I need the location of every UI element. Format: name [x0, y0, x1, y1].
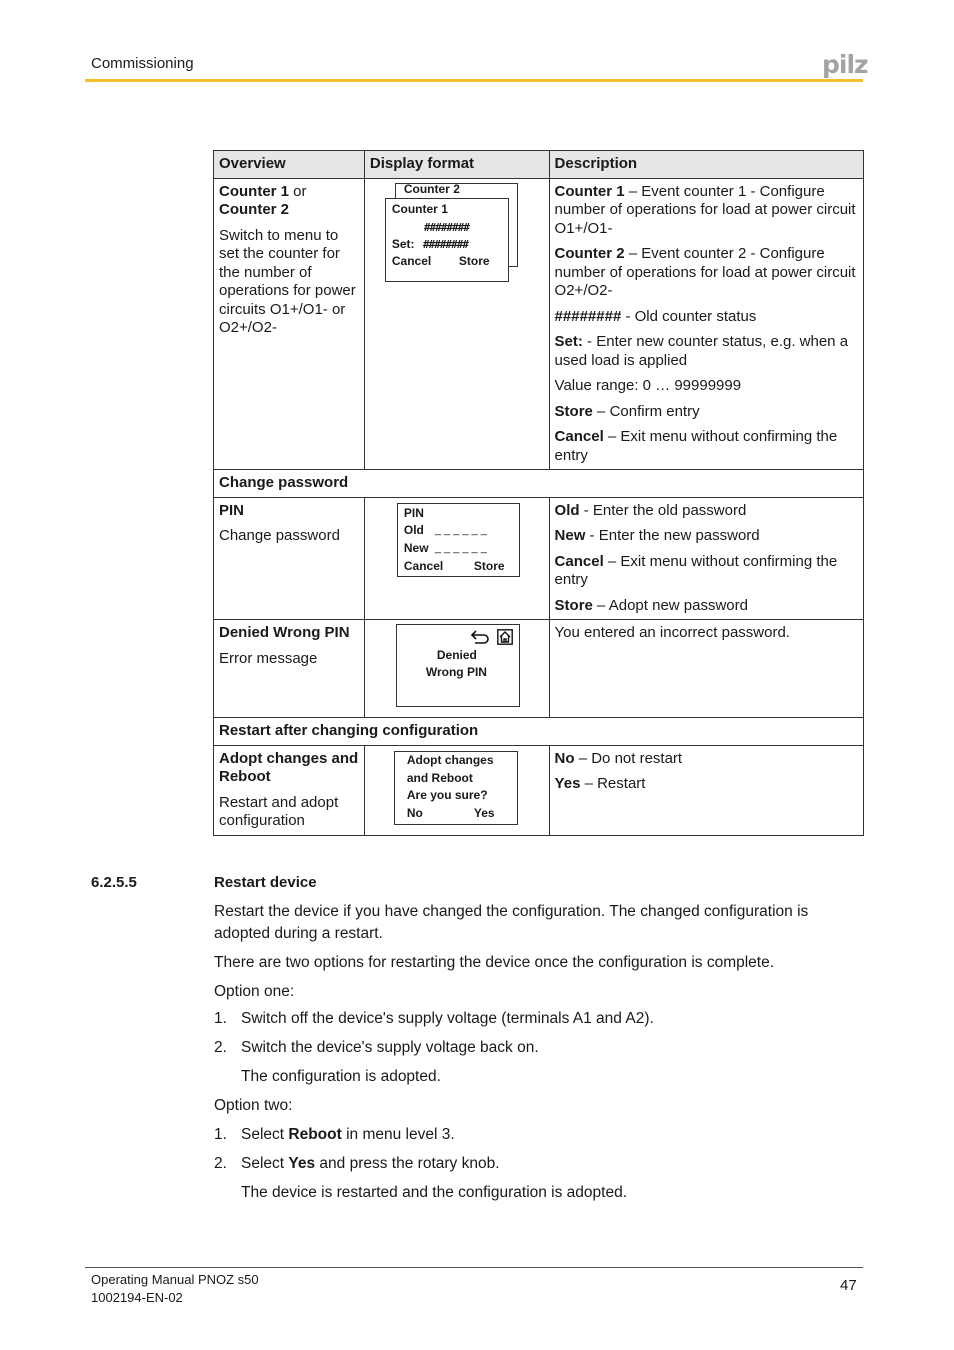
- paragraph: There are two options for restarting the device once the configuration is complete.: [214, 954, 775, 971]
- lcd-panel: [396, 624, 520, 707]
- col-header-overview: Overview: [214, 151, 365, 179]
- page-number: 47: [840, 1277, 857, 1294]
- description-cell: [549, 497, 863, 620]
- lcd-line1: Adopt changes: [406, 752, 494, 767]
- overview-cell: [214, 745, 365, 835]
- definition: – Adopt new password: [592, 596, 748, 614]
- term: Counter 1: [219, 182, 290, 200]
- term: Adopt changes and Reboot: [219, 749, 359, 785]
- term: Store: [554, 596, 593, 614]
- term: Counter 1: [554, 182, 625, 200]
- option-label: Option one:: [214, 983, 295, 1000]
- definition: - Enter new counter status, e.g. when a used load is applied: [554, 333, 849, 369]
- list-number: 2.: [214, 1155, 227, 1172]
- term: PIN: [219, 501, 245, 519]
- list-item-text: Select: [241, 1155, 289, 1172]
- list-item: [241, 1126, 455, 1144]
- term: No: [554, 749, 575, 767]
- term: Old: [554, 501, 580, 519]
- section-title: Restart device: [214, 874, 317, 891]
- display-cell: [364, 178, 549, 470]
- lcd-set-value: ########: [422, 237, 468, 251]
- lcd-title: Counter 1: [391, 201, 448, 216]
- table-row-pin: [214, 497, 864, 620]
- definition: – Exit menu without confirming the entry: [554, 428, 838, 464]
- lcd-message-line1: Denied: [436, 648, 477, 662]
- lcd-old-field: _ _ _ _ _ _: [434, 523, 487, 536]
- lcd-set-label: Set:: [391, 236, 415, 251]
- description-cell: [549, 745, 863, 835]
- list-number: 1.: [214, 1126, 227, 1143]
- header-rule: [85, 79, 863, 82]
- lcd-store-label: Store: [473, 558, 505, 573]
- lcd-panel: [394, 751, 518, 825]
- table-row-denied: [214, 620, 864, 718]
- term: Denied Wrong PIN: [219, 624, 350, 641]
- col-header-display: Display format: [364, 151, 549, 179]
- description-cell: [549, 620, 863, 718]
- definition: – Exit menu without confirming the entry: [554, 552, 838, 588]
- option-label: Option two:: [214, 1097, 293, 1114]
- overview-cell: [214, 620, 365, 718]
- footer-rule: [85, 1267, 863, 1268]
- paragraph: Restart the device if you have changed the configuration. The changed configuration is adopted during a restart.: [214, 903, 809, 942]
- list-item-text: and press the rotary knob.: [315, 1155, 500, 1172]
- list-number: 2.: [214, 1039, 227, 1056]
- result-text: The device is restarted and the configuration is adopted.: [241, 1184, 628, 1201]
- term: Counter 2: [554, 245, 625, 262]
- table-row-adopt: [214, 745, 864, 835]
- list-item-term: Yes: [288, 1155, 316, 1172]
- definition: You entered an incorrect password.: [554, 624, 790, 641]
- lcd-new-field: _ _ _ _ _ _: [434, 541, 487, 554]
- lcd-store-label: Store: [458, 253, 490, 268]
- overview-text: Error message: [219, 649, 318, 667]
- term: Counter 2: [219, 201, 290, 218]
- section-label: Change password: [214, 470, 864, 498]
- definition: Value range: 0 … 99999999: [554, 377, 742, 394]
- term: Cancel: [554, 428, 604, 445]
- running-header: Commissioning: [91, 55, 194, 72]
- lcd-cancel-label: Cancel: [403, 558, 444, 573]
- list-item: Switch the device's supply voltage back on.: [241, 1039, 539, 1056]
- list-number: 1.: [214, 1010, 227, 1027]
- section-label: Restart after changing configuration: [214, 718, 864, 746]
- section-number: 6.2.5.5: [91, 874, 137, 891]
- footer-manual-title: Operating Manual PNOZ s50: [91, 1272, 259, 1287]
- definition: - Old counter status: [621, 307, 757, 325]
- lcd-value: ########: [423, 220, 469, 234]
- lcd-message-line2: Wrong PIN: [425, 665, 487, 679]
- list-item-text: in menu level 3.: [341, 1126, 455, 1143]
- table-row-counter: [214, 178, 864, 470]
- home-icon: [497, 629, 513, 645]
- lcd-line2: and Reboot: [406, 770, 473, 785]
- lcd-title: Counter 2: [403, 181, 460, 196]
- overview-text: Switch to menu to set the counter for the number of operations for power circuits O1+/O1- or O2+/O2-: [219, 226, 356, 336]
- list-item-term: Reboot: [288, 1126, 342, 1143]
- lcd-title: PIN: [403, 505, 424, 520]
- list-item-text: Select: [241, 1126, 289, 1143]
- definition: – Confirm entry: [592, 402, 700, 420]
- lcd-front-panel: [385, 198, 509, 282]
- definition: - Enter the new password: [585, 527, 760, 544]
- lcd-yes-label: Yes: [473, 805, 495, 820]
- lcd-panel: [397, 503, 520, 577]
- definition: - Enter the old password: [579, 501, 747, 519]
- display-cell: [364, 497, 549, 620]
- connector-text: or: [289, 182, 307, 200]
- term: Cancel: [554, 552, 604, 570]
- lcd-no-label: No: [406, 805, 423, 820]
- overview-text: Change password: [219, 527, 340, 544]
- pilz-logo: pilz: [822, 50, 868, 79]
- overview-text: Restart and adopt configuration: [219, 793, 339, 829]
- menu-table: [213, 150, 864, 836]
- table-header-row: [214, 151, 864, 179]
- lcd-old-label: Old: [403, 522, 424, 537]
- term: Set:: [554, 333, 583, 350]
- table-section-row: [214, 718, 864, 746]
- lcd-cancel-label: Cancel: [391, 253, 432, 268]
- definition: – Event counter 2 - Configure number of operations for load at power circuit O2+/O2-: [554, 245, 856, 299]
- display-cell: [364, 745, 549, 835]
- result-text: The configuration is adopted.: [241, 1068, 441, 1085]
- overview-cell: [214, 497, 365, 620]
- term: New: [554, 527, 586, 544]
- term: Yes: [554, 775, 581, 792]
- col-header-description: Description: [549, 151, 863, 179]
- term: Store: [554, 402, 593, 420]
- display-cell: [364, 620, 549, 718]
- footer-doc-id: 1002194-EN-02: [91, 1290, 183, 1305]
- list-item: [241, 1155, 500, 1173]
- lcd-new-label: New: [403, 540, 429, 555]
- description-cell: [549, 178, 863, 470]
- table-section-row: [214, 470, 864, 498]
- definition: – Do not restart: [574, 749, 683, 767]
- back-arrow-icon: [470, 629, 490, 645]
- list-item: Switch off the device's supply voltage (terminals A1 and A2).: [241, 1010, 654, 1027]
- term: ########: [554, 307, 622, 325]
- lcd-line3: Are you sure?: [406, 787, 488, 802]
- definition: – Restart: [580, 775, 646, 792]
- overview-cell: [214, 178, 365, 470]
- definition: – Event counter 1 - Configure number of operations for load at power circuit O1+/O1-: [554, 182, 856, 237]
